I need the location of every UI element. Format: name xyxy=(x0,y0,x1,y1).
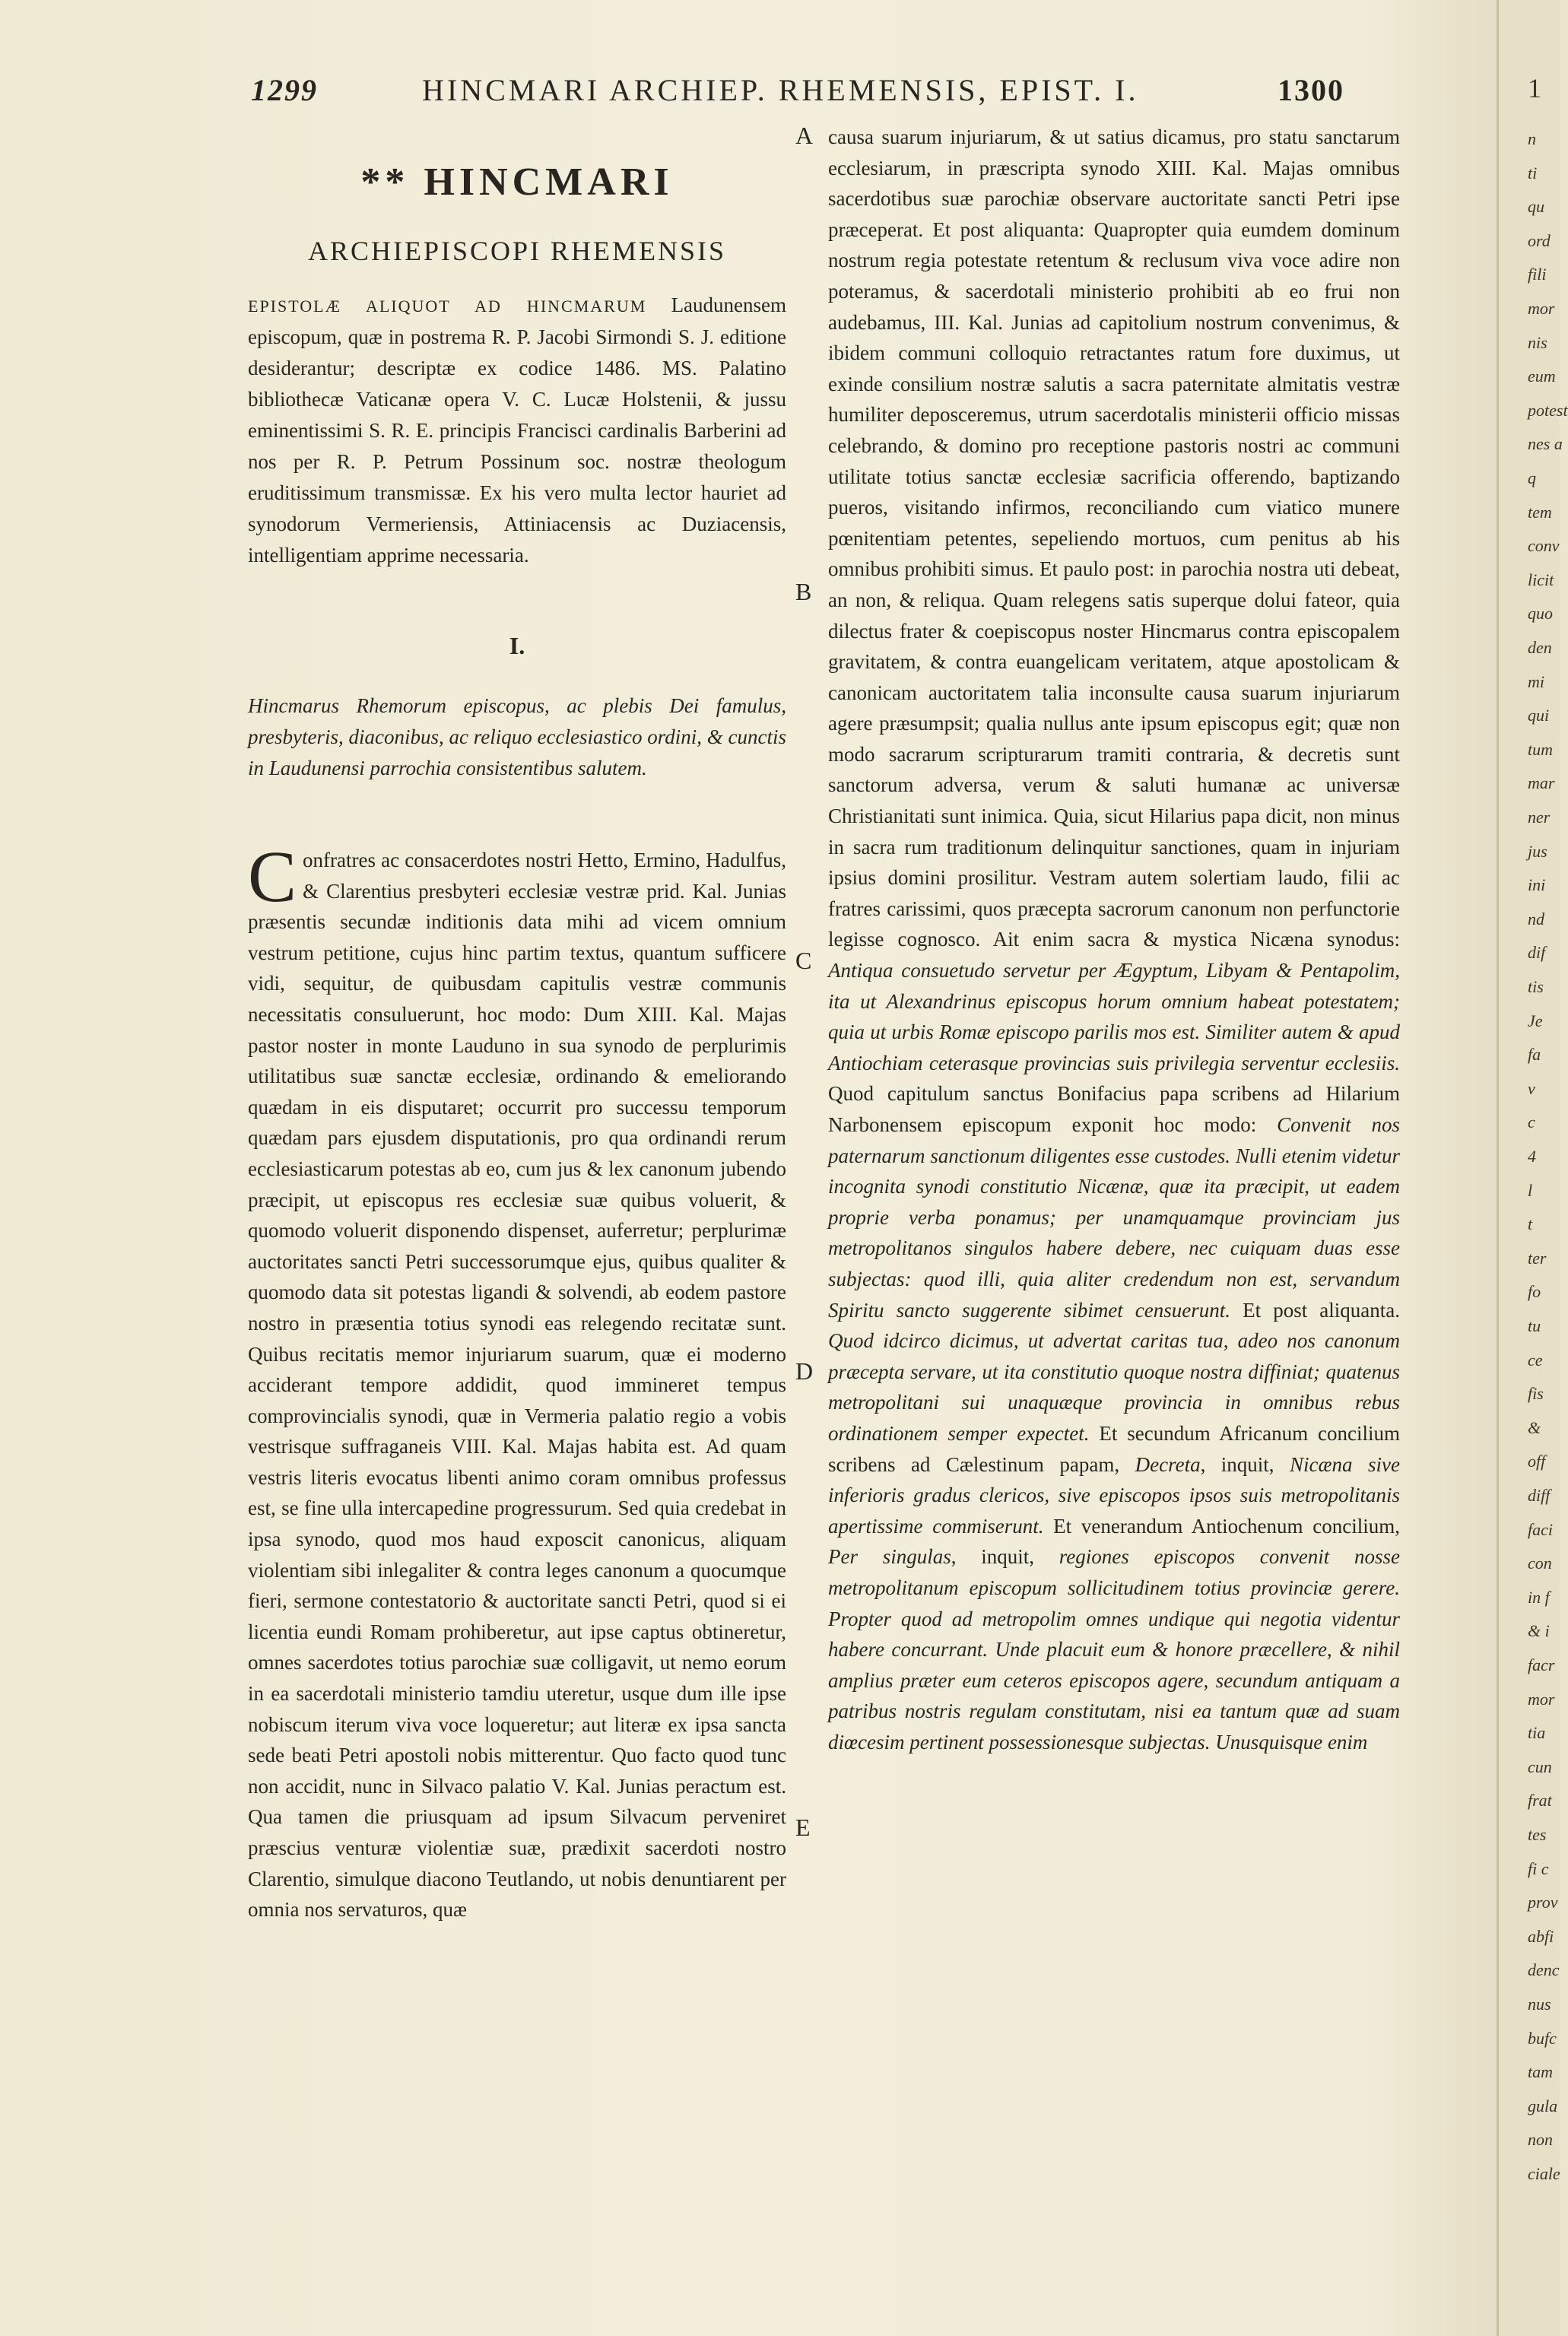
next-page-fragment: jus xyxy=(1528,841,1547,861)
body-text-segment: causa suarum injuriarum, & ut satius dicamus, pro statu sanctarum ecclesiarum, in præscripta synodo XIII. Kal. Majas omnibus sacerdotibus suæ parochiæ observare auctoritate sancti Petri ipse præceperat. Et post aliquanta: Quapropter quia eumdem dominum nostrum regia potestate retentum & reclusum viva voce adire non poteramus, & sacerdotali ministerio prohibiti ab eo frui non audebamus, III. Kal. Junias ad capitolium nostrum convenimus, & ibidem communi colloquio retractantes ratum fore duximus, ut exinde consilium nostræ salutis a sacra paternitate almitatis vestræ humiliter deposceremus, utrum sacerdotalis ministerii officio missas celebrando, & domino pro receptione pastoris nostri ac communi utilitate totius sanctæ ecclesiæ sacrificia offerendo, baptizando pueros, visitando infirmos, reconciliando cum viatico munere pœnitentiam petentes, sepeliendo mortuos, cum penitus ab his omnibus prohibiti simus. Et paulo post: in parochia nostra uti debeat, an non, & reliqua. Quam relegens satis superque dolui fateor, quia dilectus frater & coepiscopus noster Hincmarus contra episcopalem gravitatem, & contra euangelicam veritatem, atque apostolicam & canonicam auctoritatem talia inconsulte causa suarum injuriarum agere præsumpsit; qualia nullus ante ipsum episcopus egit; quæ non modo sacrarum scripturarum tramiti contraria, & decretis sunt sanctorum adversa, verum & saluti humanæ ac universæ Christianitati sunt inimica. Quia, sicut Hilarius papa dicit, non minus in sacra rum traditionum delinquitur sanctiones, quam in injuriam ipsius domini prosilitur. Vestram autem solertiam laudo, filii ac fratres carissimi, quos præcepta sacrorum canonum non perfunctorie legisse cognosco. Ait enim sacra & mystica Nicæna synodus: xyxy=(828,125,1400,951)
next-page-fragment: in f xyxy=(1528,1587,1550,1607)
quoted-canon-text: Decreta xyxy=(1135,1452,1201,1476)
next-page-fragment: non xyxy=(1528,2130,1553,2150)
title-main: ** HINCMARI xyxy=(360,160,674,204)
drop-cap: C xyxy=(248,836,297,917)
next-page-fragment: ce xyxy=(1528,1350,1543,1370)
letter-body-text: onfratres ac consacerdotes nostri Hetto, Ermino, Hadulfus, & Clarentius presbyteri ecclesiæ vestræ prid. Kal. Junias præsentis secundæ inditionis data mihi ad vicem omnium vestrum petitione, cujus hinc partim textus, quantum sufficere vidi, sequitur, de quibusdam capitulis vestræ communis necessitatis consuluerunt, hoc modo: Dum XIII. Kal. Majas pastor noster in monte Lauduno in sua synodo de perplurimis utilitatibus suæ sanctæ ecclesiæ, ordinando & emeliorando quædam in eis disputaret; occurrit pro successu temporum quædam pars ejusdem disputationis, pro qua ordinandi rerum ecclesiasticarum potestas ab eo, cum jus & lex canonum jubendo præcipit, ut episcopus res ecclesiæ suæ quibus voluerit, & quomodo voluerit disponendo dispenset, auferretur; perplurimæ auctoritates sancti Petri successorumque ejus, quibus qualiter & quomodo data sit potestas ligandi & solvendi, ab eodem pastore nostro in præsentia totius synodi eas relegendo recitatæ sunt. Quibus recitatis memor injuriarum suarum, quæ ei moderno acciderant tempore addidit, quod immineret tempus comprovincialis synodi, quæ in Vermeria palatio regio a vobis vestrisque suffraganeis VIII. Kal. Majas habita est. Ad quam vestris literis evocatus libenti animo coram omnibus professus est, se fine ulla intercapedine progressurum. Sed quia credebat in ipsa synodo, quod mos haud exposcit canonicus, aliquam violentiam sibi inlegaliter & contra leges canonum a quocumque fieri, sermone contestatorio & auctoritate sancti Petri, quod si ei licentia eundi Romam prohiberetur, aut ipse captus obtineretur, omnes sacerdotes totius parochiæ suæ colligavit, ut nemo eorum in ea sacerdotali ministerio tamdiu uteretur, usque dum ille ipse nobiscum iterum viva voce loqueretur; aut literæ ex ipsa sancta sede beati Petri apostoli nobis mitterentur. Quo facto quod tunc non accidit, nunc in Silvaco palatio V. Kal. Junias peractum est. Qua tamen die priusquam ad ipsum Silvacum perveniret præscius venturæ violentiæ suæ, prædixit sacerdoti nostro Clarentio, simulque diacono Teutlando, ut nobis denuntiarent per omnia nos servaturos, quæ xyxy=(248,849,786,1922)
next-page-fragment: nes a xyxy=(1528,434,1563,454)
next-page-fragment: nd xyxy=(1528,909,1544,928)
body-text-segment: Quod capitulum sanctus Bonifacius papa scribens ad Hilarium Narbonensem episcopum exponit hoc modo: xyxy=(828,1082,1400,1136)
page-number-left: 1299 xyxy=(251,73,318,107)
next-page-fragment: l xyxy=(1528,1180,1533,1200)
next-page-fragment: tu xyxy=(1528,1316,1541,1335)
margin-marker-a: A xyxy=(795,122,814,149)
next-page-fragment: fis xyxy=(1528,1384,1544,1404)
next-page-fragment: facr xyxy=(1528,1655,1555,1674)
next-page-fragment: v xyxy=(1528,1078,1535,1098)
next-page-fragment: fili xyxy=(1528,265,1547,284)
next-page-fragment: tem xyxy=(1528,502,1552,522)
next-page-fragment: tam xyxy=(1528,2062,1553,2082)
next-page-fragment: qu xyxy=(1528,197,1544,217)
next-page-fragment: c xyxy=(1528,1112,1535,1132)
next-page-fragment: & xyxy=(1528,1417,1541,1437)
next-page-fragment: abfi xyxy=(1528,1926,1554,1946)
next-page-fragment: den xyxy=(1528,638,1552,657)
next-page-fragment: conv xyxy=(1528,536,1560,556)
running-title: HINCMARI ARCHIEP. RHEMENSIS, EPIST. I. xyxy=(422,73,1139,107)
next-page-fragment: mor xyxy=(1528,299,1555,318)
next-page-fragment: gula xyxy=(1528,2096,1558,2115)
left-column xyxy=(243,122,791,1925)
body-text-segment: , inquit, xyxy=(951,1545,1059,1569)
next-page-fragment: n xyxy=(1528,129,1536,148)
next-page-fragment: nis xyxy=(1528,332,1547,352)
next-page-fragment: dif xyxy=(1528,943,1546,963)
next-page-fragment: fo xyxy=(1528,1282,1541,1302)
next-page-fragment: t xyxy=(1528,1214,1533,1234)
next-page-fragment: ini xyxy=(1528,875,1546,895)
next-page-fragment: q xyxy=(1528,468,1536,487)
next-page-fragment: ti xyxy=(1528,163,1538,182)
salutation: Hincmarus Rhemorum episcopus, ac plebis Dei famulus, presbyteris, diaconibus, ac reliquo ecclesiastico ordini, & cunctis in Laudunensi parrochia consistentibus salutem. xyxy=(248,694,786,779)
quoted-canon-text: Antiqua consuetudo servetur per Ægyptum, Libyam & Pentapolim, ita ut Alexandrinus episcopus horum omnium habeat potestatem; quia ut urbis Romæ episcopo parilis mos est. Similiter autem & apud Antiochiam ceterasque provincias suis privilegia serventur ecclesiis. xyxy=(828,959,1400,1074)
right-column-text xyxy=(825,122,1403,1757)
margin-marker-e: E xyxy=(795,1814,811,1841)
page-number-right: 1300 xyxy=(1278,73,1344,107)
margin-marker-b: B xyxy=(795,578,812,605)
next-page-fragment: fi c xyxy=(1528,1858,1549,1878)
next-page-fragment: ord xyxy=(1528,230,1551,250)
body-text-segment: Et post aliquanta. xyxy=(1230,1298,1400,1322)
next-page-fragment: 4 xyxy=(1528,1147,1536,1166)
margin-marker-c: C xyxy=(795,947,812,974)
next-page-edge xyxy=(1497,0,1568,2336)
intro-text: Laudunensem episcopum, quæ in postrema R. P. Jacobi Sirmondi S. J. editione desiderantur; descriptæ ex codice 1486. MS. Palatino bibliothecæ Vaticanæ opera V. C. Lucæ Holstenii, & jussu eminentissimi S. R. E. principis Francisci cardinalis Barberini ad nos per R. P. Petrum Possinum soc. nostræ theologum eruditissimum transmissæ. Ex his vero multa lector hauriet ad synodorum Vermeriensis, Attiniacensis ac Duziacensis, intelligentiam apprime necessaria. xyxy=(248,294,787,567)
next-page-fragment: frat xyxy=(1528,1791,1552,1811)
next-page-fragment: licit xyxy=(1528,570,1554,589)
body-text-segment: Et secundum Africanum concilium scribens ad Cælestinum papam, xyxy=(828,1421,1400,1476)
next-page-fragment: Je xyxy=(1528,1011,1543,1030)
next-page-fragment: ter xyxy=(1528,1248,1547,1268)
next-page-number: 1 xyxy=(1528,73,1541,103)
next-page-fragment: potest xyxy=(1528,400,1568,420)
next-page-fragment: nus xyxy=(1528,1995,1551,2014)
next-page-fragment: mor xyxy=(1528,1689,1555,1709)
letter-body xyxy=(243,836,791,1925)
intro-caps: EPISTOLÆ ALIQUOT AD HINCMARUM xyxy=(248,297,647,316)
quoted-canon-text: regiones episcopos convenit nosse metropolitanum episcopum sollicitudinem totius provinciæ gerere. Propter quod ad metropolim omnes undique qui negotia videntur habere concurrant. Unde placuit eum & honore præcellere, & nihil amplius præter eum ceteros episcopos agere, secundum antiquam a patribus nostris regulam constitutam, nisi ea tantum quæ ad suam diœcesim pertinent possessionesque subjectas. Unusquisque enim xyxy=(828,1545,1400,1754)
quoted-canon-text: Quod idcirco dicimus, ut advertat caritas tua, adeo nos canonum præcepta servare, ut ita constitutio quoque nostra diffiniat; quatenus metropolitani sui unaquæque provincia in omnibus rebus ordinationem semper expectet. xyxy=(828,1329,1400,1445)
body-text-segment: Et venerandum Antiochenum concilium, xyxy=(1043,1514,1400,1538)
next-page-fragment: quo xyxy=(1528,604,1553,624)
next-page-fragment: ciale xyxy=(1528,2164,1560,2183)
margin-marker-d: D xyxy=(795,1357,814,1385)
next-page-fragment: cun xyxy=(1528,1757,1552,1776)
next-page-fragment: prov xyxy=(1528,1893,1558,1912)
next-page-fragment: mar xyxy=(1528,773,1555,793)
next-page-fragment: tum xyxy=(1528,739,1553,759)
next-page-fragment: denc xyxy=(1528,1960,1560,1980)
next-page-fragment: qui xyxy=(1528,706,1550,725)
next-page-fragment: tia xyxy=(1528,1723,1546,1743)
next-page-fragment: diff xyxy=(1528,1486,1551,1505)
next-page-fragment: fa xyxy=(1528,1045,1541,1065)
next-page-fragment: faci xyxy=(1528,1519,1553,1539)
next-page-fragment: bufc xyxy=(1528,2028,1557,2048)
quoted-canon-text: Per singulas xyxy=(828,1545,951,1569)
next-page-fragment: tis xyxy=(1528,977,1544,996)
next-page-fragment: ner xyxy=(1528,808,1551,827)
intro-paragraph xyxy=(243,290,791,571)
next-page-fragment: eum xyxy=(1528,367,1556,386)
next-page-fragment: tes xyxy=(1528,1825,1547,1844)
quoted-canon-text: Convenit nos paternarum sanctionum diligentes esse custodes. Nulli etenim videtur incognita synodi constitutio Nicænæ, quæ ita præcipit, ut eadem proprie verba ponamus; per unamquamque provinciam jus metropolitanos singulos habere debere, nec cuiquam duas esse subjectas: quod illi, quia aliter credendum non est, servandum Spiritu sancto suggerente sibimet censuerunt. xyxy=(828,1113,1400,1322)
letter-number: I. xyxy=(509,632,525,659)
title-sub: ARCHIEPISCOPI RHEMENSIS xyxy=(307,236,727,266)
quoted-canon-text: Nicæna sive inferioris gradus clericos, sive episcopos ipsos suis metropolitanis apertissime commiserunt. xyxy=(828,1452,1401,1538)
next-page-fragment: con xyxy=(1528,1554,1552,1573)
right-column xyxy=(825,122,1403,1757)
next-page-fragment: & i xyxy=(1528,1621,1550,1641)
next-page-fragment: mi xyxy=(1528,671,1544,691)
body-text-segment: , inquit, xyxy=(1200,1452,1290,1476)
next-page-fragment: off xyxy=(1528,1452,1546,1471)
